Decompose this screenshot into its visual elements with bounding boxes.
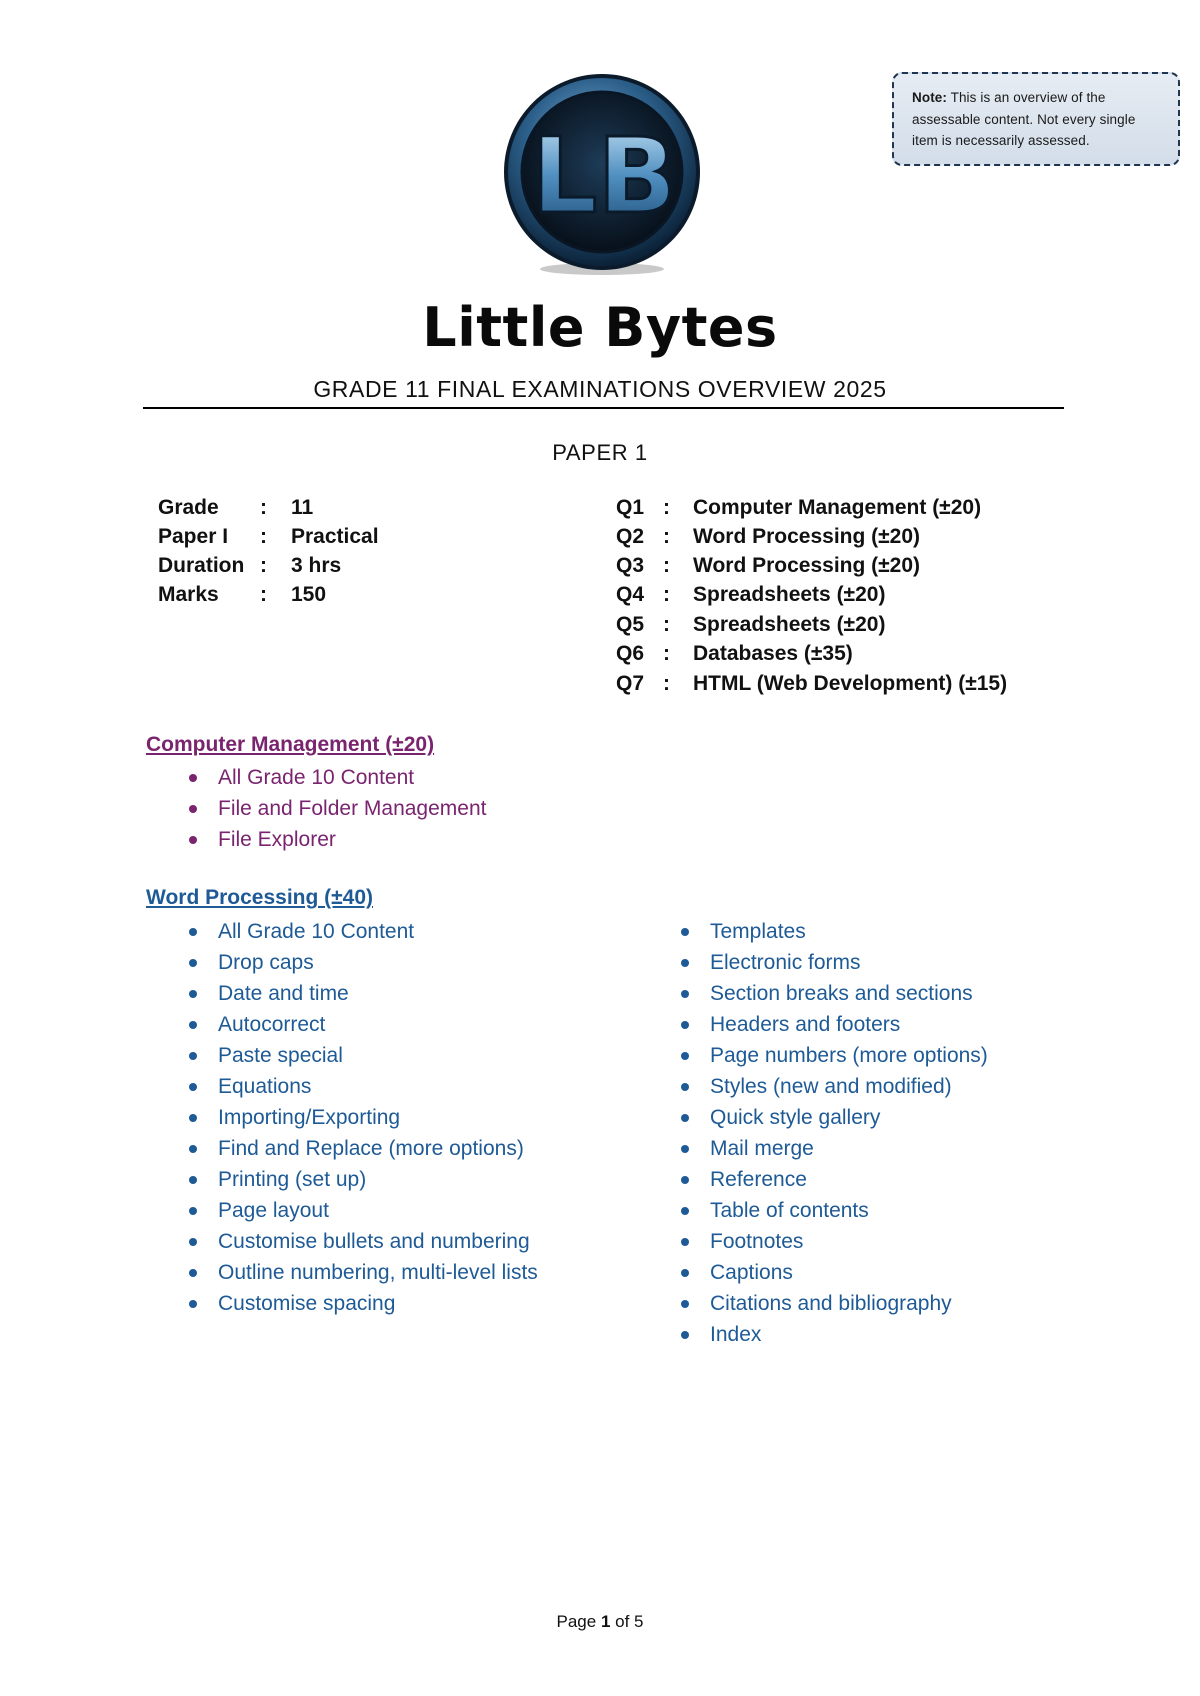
list-item: Customise bullets and numbering <box>146 1226 586 1257</box>
exam-title: GRADE 11 FINAL EXAMINATIONS OVERVIEW 2025 <box>313 376 887 402</box>
title-divider <box>143 407 1064 409</box>
question-row-q6: Q6 : Databases (±35) <box>616 642 853 665</box>
list-item: Reference <box>638 1164 1098 1195</box>
list-item: Find and Replace (more options) <box>146 1133 586 1164</box>
info-row-marks: Marks : 150 <box>158 583 327 606</box>
computer-management-heading: Computer Management (±20) <box>146 733 435 756</box>
list-item: Index <box>638 1319 1098 1350</box>
list-item: Outline numbering, multi-level lists <box>146 1257 586 1288</box>
list-item: Autocorrect <box>146 1009 586 1040</box>
list-item: Importing/Exporting <box>146 1102 586 1133</box>
list-item: Electronic forms <box>638 947 1098 978</box>
list-item: File and Folder Management <box>146 793 646 824</box>
list-item: Paste special <box>146 1040 586 1071</box>
page-footer: Page 1 of 5 <box>556 1612 644 1631</box>
list-item: Mail merge <box>638 1133 1098 1164</box>
computer-management-list <box>146 762 646 855</box>
list-item: Page layout <box>146 1195 586 1226</box>
list-item: Table of contents <box>638 1195 1098 1226</box>
info-row-duration: Duration : 3 hrs <box>158 554 342 577</box>
word-processing-list-right <box>638 916 1098 1350</box>
list-item: Section breaks and sections <box>638 978 1098 1009</box>
brand-name: Little Bytes <box>422 296 778 359</box>
question-row-q4: Q4 : Spreadsheets (±20) <box>616 583 886 606</box>
list-item: Date and time <box>146 978 586 1009</box>
word-processing-list-left <box>146 916 586 1319</box>
list-item: Printing (set up) <box>146 1164 586 1195</box>
list-item: Customise spacing <box>146 1288 586 1319</box>
list-item: Headers and footers <box>638 1009 1098 1040</box>
list-item: Citations and bibliography <box>638 1288 1098 1319</box>
total-page-count: 5 <box>634 1612 644 1631</box>
question-row-q1: Q1 : Computer Management (±20) <box>616 496 982 519</box>
list-item: Templates <box>638 916 1098 947</box>
list-item: Drop caps <box>146 947 586 978</box>
current-page-number: 1 <box>600 1612 611 1631</box>
little-bytes-logo <box>500 72 704 278</box>
note-text: This is an overview of the assessable content. Not every single item is necessarily assessed. <box>912 90 1136 148</box>
list-item: Captions <box>638 1257 1098 1288</box>
info-row-grade: Grade : 11 <box>158 496 314 519</box>
list-item: All Grade 10 Content <box>146 916 586 947</box>
paper-title: PAPER 1 <box>552 440 648 465</box>
word-processing-heading: Word Processing (±40) <box>146 886 374 909</box>
list-item: Page numbers (more options) <box>638 1040 1098 1071</box>
note-box <box>892 72 1180 166</box>
list-item: Styles (new and modified) <box>638 1071 1098 1102</box>
logo-letters: LB <box>531 115 677 237</box>
question-row-q3: Q3 : Word Processing (±20) <box>616 554 921 577</box>
question-row-q5: Q5 : Spreadsheets (±20) <box>616 613 886 636</box>
info-row-paper: Paper I : Practical <box>158 525 379 548</box>
question-row-q2: Q2 : Word Processing (±20) <box>616 525 921 548</box>
list-item: File Explorer <box>146 824 646 855</box>
list-item: Equations <box>146 1071 586 1102</box>
list-item: Footnotes <box>638 1226 1098 1257</box>
list-item: Quick style gallery <box>638 1102 1098 1133</box>
note-label: Note: <box>912 90 947 105</box>
question-row-q7: Q7 : HTML (Web Development) (±15) <box>616 672 1008 695</box>
list-item: All Grade 10 Content <box>146 762 646 793</box>
